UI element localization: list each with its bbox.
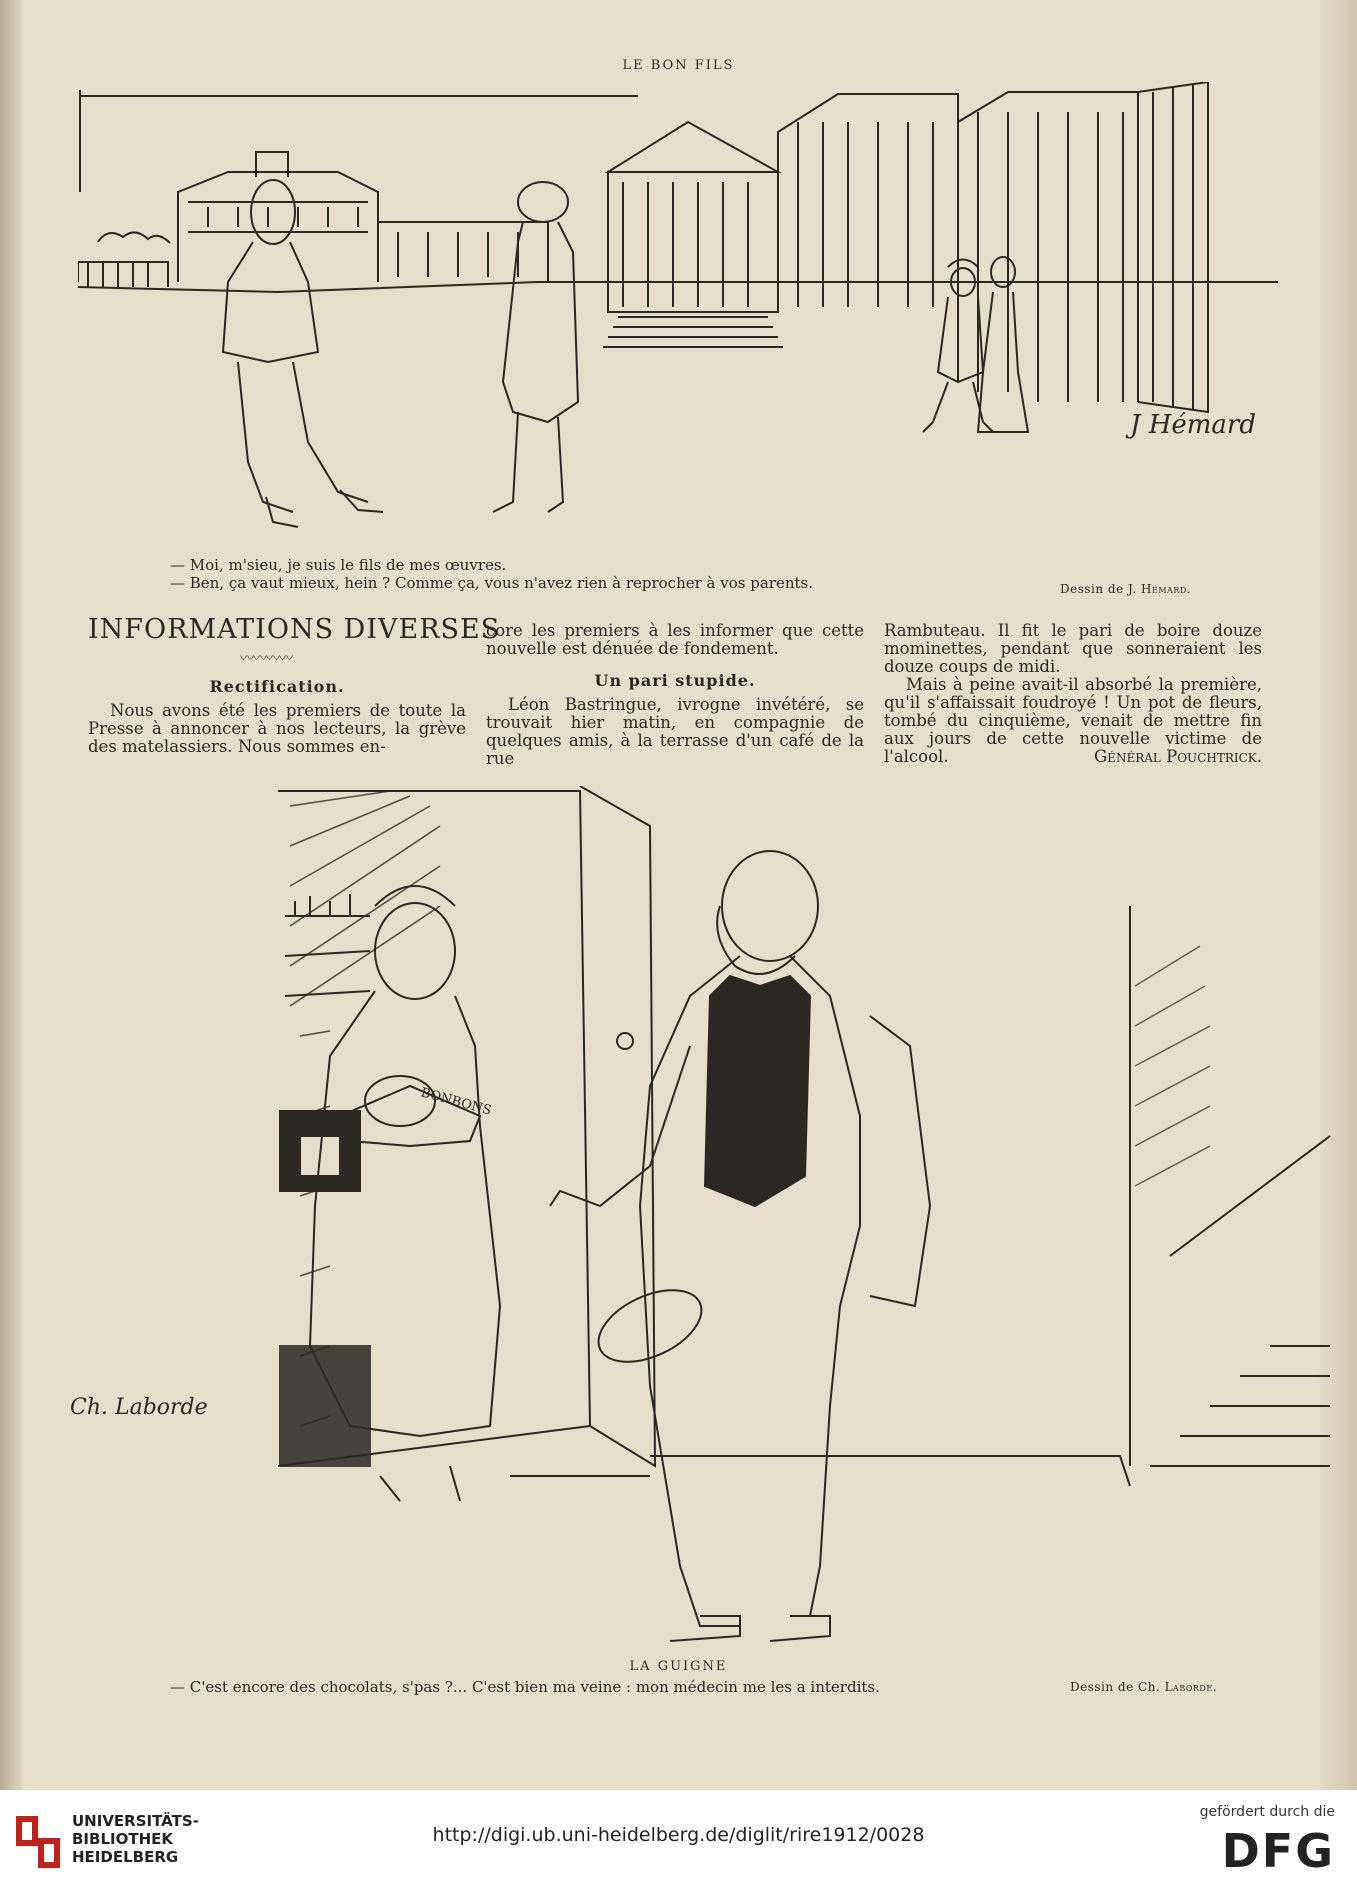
digitization-footer <box>0 1790 1357 1889</box>
institution-line-1: UNIVERSITÄTS- <box>72 1812 199 1830</box>
cartoon2-credit <box>1070 1680 1217 1694</box>
dfg-logo: DFG <box>1221 1824 1335 1878</box>
cartoon2-title: LA GUIGNE <box>629 1659 728 1674</box>
article2-text-part1: Léon Bastringue, ivrogne invétéré, se trouvait hier matin, en compagnie de quelques amis, à la terrasse d'un café de la rue <box>486 695 864 768</box>
cartoon2-credit-name: Laborde. <box>1164 1680 1218 1694</box>
funding-text: gefördert durch die <box>1199 1804 1335 1820</box>
permalink-url[interactable]: http://digi.ub.uni-heidelberg.de/diglit/rire1912/0028 <box>432 1824 925 1846</box>
cartoon-la-guigne <box>270 786 1340 1656</box>
column-2 <box>486 622 864 768</box>
hemard-signature: J Hémard <box>1130 410 1256 440</box>
laborde-signature: Ch. Laborde <box>70 1395 208 1420</box>
article2-text-part2: Rambuteau. Il fit le pari de boire douze mominettes, pendant que sonneraient les douze coups de midi. <box>884 621 1262 676</box>
cartoon1-caption-line-2: — Ben, ça vaut mieux, hein ? Comme ça, vous n'avez rien à reprocher à vos parents. <box>170 574 813 592</box>
cartoon2-caption: — C'est encore des chocolats, s'pas ?... C'est bien ma veine : mon médecin me les a interdits. <box>170 1678 880 1696</box>
section-title: INFORMATIONS DIVERSES <box>88 614 501 645</box>
column-3 <box>884 622 1262 766</box>
cartoon1-credit <box>1060 582 1191 596</box>
column-1 <box>88 672 466 756</box>
institution-line-2: BIBLIOTHEK <box>72 1830 173 1848</box>
running-head: LE BON FILS <box>622 58 735 73</box>
bonbons-box-label: BONBONS <box>418 1085 493 1119</box>
article2-signature: Général Pouchtrick. <box>1094 747 1262 766</box>
cartoon-le-bon-fils <box>78 82 1278 547</box>
institution-line-3: HEIDELBERG <box>72 1848 179 1866</box>
cartoon2-credit-prefix: Dessin de Ch. <box>1070 1680 1161 1694</box>
article2-text-part3: Mais à peine avait-il absorbé la première, qu'il s'affaissait foudroyé ! Un pot de fleurs, tombé du cinquième, venait de mettre fin aux jours de cette nouvelle victime de l'alcool. <box>884 675 1262 766</box>
cartoon1-credit-name: Hémard. <box>1141 582 1192 596</box>
title-ornament: 〰〰〰〰 <box>240 651 292 667</box>
article1-text-part2: core les premiers à les informer que cette nouvelle est dénuée de fondement. <box>486 621 864 658</box>
article1-text-part1: Nous avons été les premiers de toute la Presse à annoncer à nos lecteurs, la grève des matelassiers. Nous sommes en- <box>88 701 466 756</box>
cartoon1-credit-prefix: Dessin de J. <box>1060 582 1137 596</box>
cartoon1-caption <box>170 556 930 592</box>
article2-heading: Un pari stupide. <box>594 671 756 690</box>
cartoon-la-guigne-drawing <box>270 786 1340 1656</box>
page-shadow-left <box>0 0 22 1790</box>
article1-heading: Rectification. <box>209 677 345 696</box>
cartoon-le-bon-fils-drawing <box>78 82 1278 547</box>
cartoon1-caption-line-1: — Moi, m'sieu, je suis le fils de mes œuvres. <box>170 556 507 574</box>
